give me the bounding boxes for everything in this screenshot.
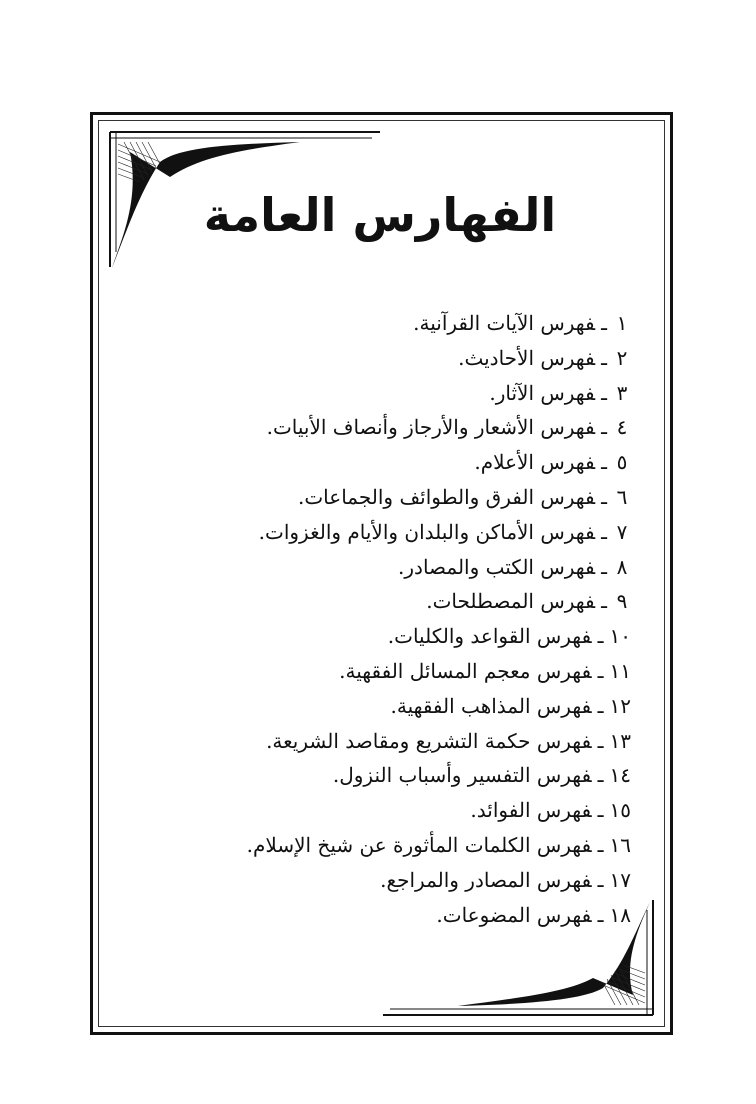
index-item-number: ٨ (616, 554, 628, 579)
index-item-separator: ـ (601, 589, 607, 614)
index-list-item (151, 654, 631, 689)
index-item-separator: ـ (601, 380, 607, 405)
index-item-number: ١٥ (609, 798, 631, 823)
index-item-text: فهرس الكلمات المأثورة عن شيخ الإسلام. (246, 832, 592, 857)
index-item-text: فهرس الأحاديث. (458, 345, 596, 370)
index-item-separator: ـ (597, 624, 604, 649)
index-item-separator: ـ (601, 519, 607, 544)
index-item-number: ١٣ (609, 728, 631, 753)
index-item-number: ١٨ (609, 902, 631, 927)
index-item-text: فهرس الفرق والطوائف والجماعات. (298, 484, 596, 509)
index-item-text: فهرس الفوائد. (470, 798, 592, 823)
index-list-item (151, 341, 631, 376)
index-item-separator: ـ (597, 902, 604, 927)
index-item-number: ٢ (616, 345, 628, 370)
index-item-separator: ـ (597, 832, 604, 857)
index-item-text: فهرس المضوعات. (436, 902, 592, 927)
index-item-number: ١٠ (609, 624, 631, 649)
index-item-number: ٩ (616, 589, 628, 614)
index-item-separator: ـ (597, 728, 604, 753)
index-item-text: فهرس الأعلام. (474, 450, 596, 475)
index-item-text: فهرس الآثار. (489, 380, 596, 405)
index-list-item (151, 515, 631, 550)
index-list (151, 306, 631, 932)
index-item-text: فهرس المصادر والمراجع. (380, 867, 592, 892)
index-item-number: ١٢ (609, 693, 631, 718)
index-item-number: ١٦ (609, 832, 631, 857)
index-list-item (151, 724, 631, 759)
index-item-text: فهرس المذاهب الفقهية. (390, 693, 592, 718)
index-item-text: فهرس القواعد والكليات. (387, 624, 592, 649)
index-item-text: فهرس الآيات القرآنية. (413, 311, 596, 335)
index-item-text: فهرس التفسير وأسباب النزول. (332, 763, 592, 788)
index-item-text: فهرس حكمة التشريع ومقاصد الشريعة. (266, 728, 592, 753)
index-list-item (151, 445, 631, 480)
index-item-separator: ـ (601, 415, 607, 440)
index-item-separator: ـ (597, 658, 604, 683)
index-item-number: ١٧ (609, 867, 631, 892)
index-item-separator: ـ (601, 554, 607, 579)
index-item-text: فهرس الأماكن والبلدان والأيام والغزوات. (258, 519, 596, 544)
index-item-number: ٧ (616, 519, 628, 544)
index-item-number: ١٤ (609, 763, 631, 788)
index-item-number: ٥ (616, 450, 628, 475)
index-list-item (151, 480, 631, 515)
index-list-item (151, 306, 631, 341)
index-item-separator: ـ (601, 311, 607, 335)
index-item-text: فهرس الكتب والمصادر. (398, 554, 596, 579)
index-item-number: ٤ (616, 415, 628, 440)
index-item-separator: ـ (597, 867, 604, 892)
index-item-number: ١ (616, 311, 628, 335)
index-item-number: ١١ (609, 658, 631, 683)
index-item-number: ٦ (616, 484, 628, 509)
index-item-text: فهرس المصطلحات. (426, 589, 596, 614)
index-item-separator: ـ (601, 345, 607, 370)
page-title: الفهارس العامة (203, 188, 557, 242)
index-item-number: ٣ (616, 380, 628, 405)
index-list-item (151, 793, 631, 828)
index-item-text: فهرس معجم المسائل الفقهية. (339, 658, 592, 683)
index-list-item (151, 828, 631, 863)
index-list-item (151, 550, 631, 585)
index-item-text: فهرس الأشعار والأرجاز وأنصاف الأبيات. (266, 415, 596, 440)
index-list-item (151, 689, 631, 724)
index-item-separator: ـ (597, 798, 604, 823)
index-list-item (151, 410, 631, 445)
index-list-item (151, 619, 631, 654)
index-list-item (151, 898, 631, 933)
index-item-separator: ـ (597, 763, 604, 788)
index-list-item (151, 584, 631, 619)
index-item-separator: ـ (597, 693, 604, 718)
index-list-item (151, 863, 631, 898)
index-item-separator: ـ (601, 484, 607, 509)
index-item-separator: ـ (601, 450, 607, 475)
index-list-item (151, 758, 631, 793)
index-list-item (151, 376, 631, 411)
